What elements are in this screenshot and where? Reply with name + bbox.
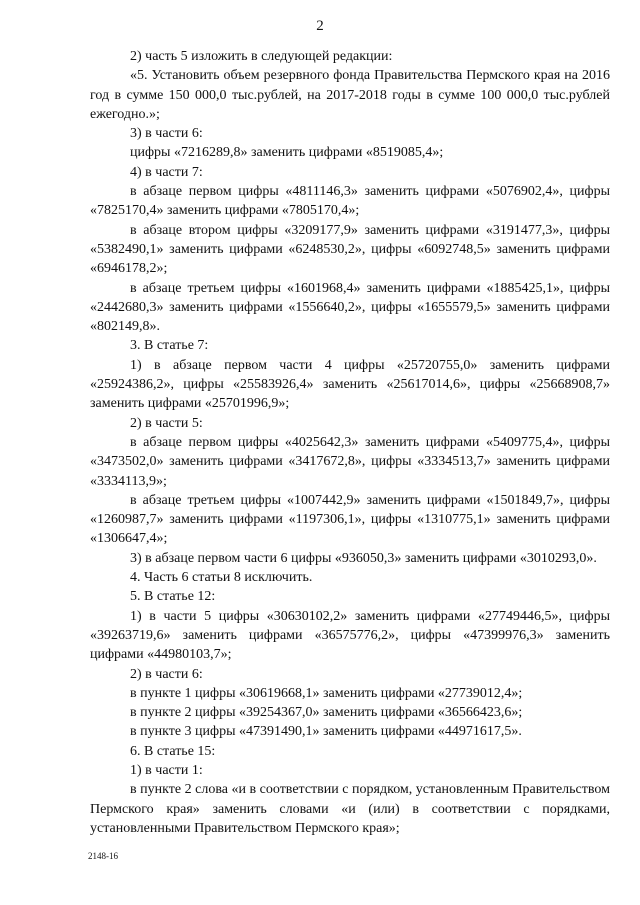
paragraph: 3) в части 6: [130,126,203,142]
paragraph: в пункте 1 цифры «30619668,1» заменить цифрами «27739012,4»; [130,685,523,701]
footer-code: 2148-16 [88,851,118,861]
paragraph: в абзаце первом цифры «4811146,3» заменить цифрами «5076902,4», цифры «7825170,4» заменить цифрами «7805170,4»; [90,184,610,219]
paragraph: в пункте 2 цифры «39254367,0» заменить цифрами «36566423,6»; [130,705,523,721]
paragraph: в абзаце третьем цифры «1601968,4» заменить цифрами «1885425,1», цифры «2442680,3» заменить цифрами «1556640,2», цифры «1655579,5» заменить цифрами «802149,8». [90,280,610,335]
paragraph: 4. Часть 6 статьи 8 исключить. [130,570,313,586]
paragraph: 5. В статье 12: [130,589,216,605]
paragraph: 2) в части 5: [130,415,203,431]
paragraph: 2) часть 5 изложить в следующей редакции: [130,49,393,64]
paragraph: в пункте 2 слова «и в соответствии с порядком, установленным Правительством Пермского края» заменить словами «и (или) в соответствии с порядками, установленными Правительством Пермского края»; [90,782,610,836]
paragraph: 3) в абзаце первом части 6 цифры «936050,3» заменить цифрами «3010293,0». [130,550,597,566]
paragraph: 6. В статье 15: [130,743,216,759]
paragraph: 3. В статье 7: [130,338,209,354]
document-body [90,47,610,838]
page-number: 2 [316,18,324,34]
paragraph: цифры «7216289,8» заменить цифрами «8519085,4»; [130,145,444,161]
paragraph: в абзаце втором цифры «3209177,9» заменить цифрами «3191477,3», цифры «5382490,1» заменить цифрами «6248530,2», цифры «6092748,5» заменить цифрами «6946178,2»; [90,222,610,277]
paragraph: 1) в части 1: [130,762,203,778]
paragraph: 1) в части 5 цифры «30630102,2» заменить цифрами «27749446,5», цифры «39263719,6» заменить цифрами «36575776,2», цифры «47399976,3» заменить цифрами «44980103,7»; [90,608,610,663]
paragraph: 4) в части 7: [130,164,203,180]
paragraph: в пункте 3 цифры «47391490,1» заменить цифрами «44971617,5». [130,724,522,740]
paragraph: в абзаце первом цифры «4025642,3» заменить цифрами «5409775,4», цифры «3473502,0» заменить цифрами «3417672,8», цифры «3334513,7» заменить цифрами «3334113,9»; [90,434,610,489]
paragraph: 2) в части 6: [130,666,203,682]
paragraph: «5. Установить объем резервного фонда Правительства Пермского края на 2016 год в сумме 150 000,0 тыс.рублей, на 2017-2018 годы в сумме 100 000,0 тыс.рублей ежегодно.»; [90,68,610,122]
paragraph: в абзаце третьем цифры «1007442,9» заменить цифрами «1501849,7», цифры «1260987,7» заменить цифрами «1197306,1», цифры «1310775,1» заменить цифрами «1306647,4»; [90,492,610,547]
paragraph: 1) в абзаце первом части 4 цифры «25720755,0» заменить цифрами «25924386,2», цифры «25583926,4» заменить «25617014,6», цифры «25668908,7» заменить цифрами «25701996,9»; [90,357,610,412]
